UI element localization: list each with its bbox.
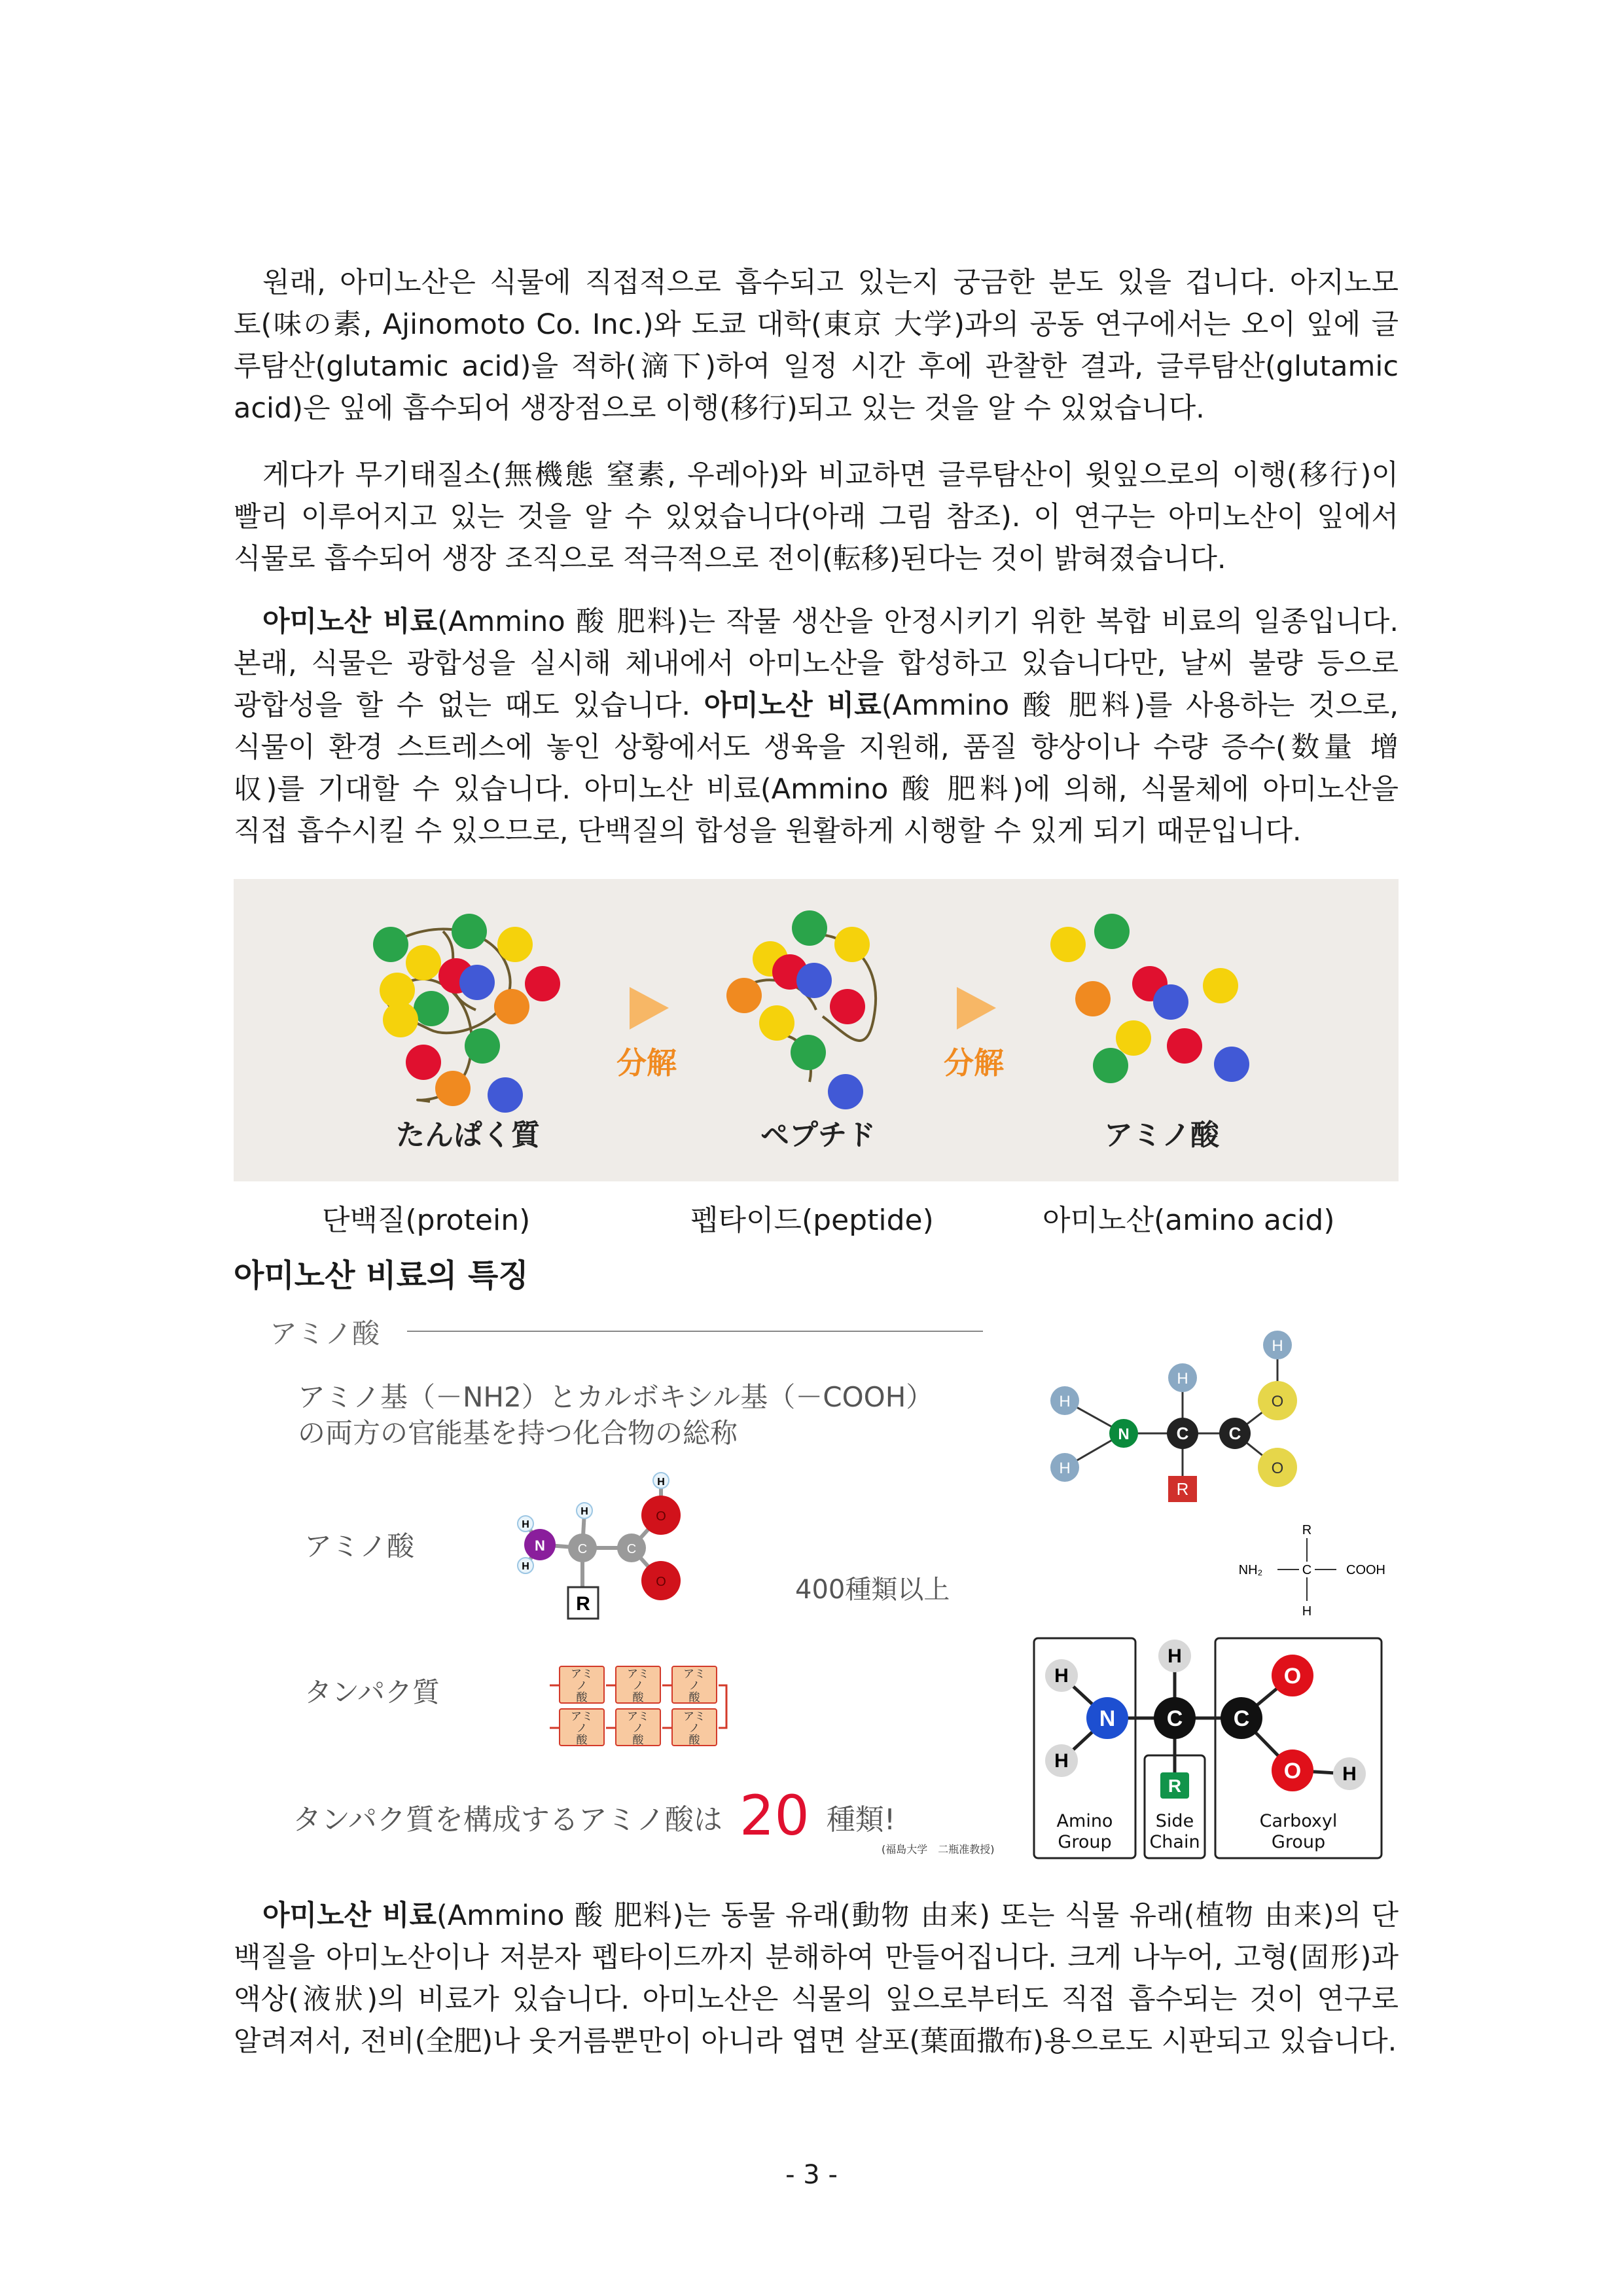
svg-text:N: N — [1099, 1706, 1116, 1731]
p4-line2: 백질을 아미노산이나 저분자 펩타이드까지 분해하여 만들어집니다. 크게 나누어, 고형(固形)과 — [234, 1941, 1399, 1974]
svg-text:H: H — [1054, 1665, 1069, 1687]
svg-text:H: H — [1177, 1370, 1188, 1388]
svg-text:C: C — [1166, 1706, 1183, 1731]
paragraph-2 — [234, 454, 1399, 580]
p3-line6: 직접 흡수시킬 수 있으므로, 단백질의 합성을 원활하게 시행할 수 있게 되기 때문입니다. — [234, 815, 1302, 848]
svg-text:O: O — [1271, 1393, 1284, 1410]
amino-acid-unit-text: 酸 — [688, 1691, 700, 1704]
p2-line2: 빨리 이루어지고 있는 것을 알 수 있었습니다(아래 그림 참조). 이 연구는 아미노산이 잎에서 — [234, 501, 1399, 533]
bold-term: 아미노산 비료 — [262, 605, 438, 638]
atom-label: H — [657, 1477, 665, 1488]
carboxyl-group-label — [1215, 1811, 1382, 1853]
amino-acid-unit-text: 酸 — [632, 1734, 644, 1747]
svg-text:O: O — [1283, 1664, 1302, 1689]
caption-amino-acid: 아미노산(amino acid) — [1043, 1204, 1335, 1237]
amino-acid-beads — [1050, 914, 1249, 1083]
atom-label: C — [577, 1542, 588, 1556]
atom-label: N — [535, 1537, 545, 1554]
amino-acid-label: アミノ酸 — [304, 1530, 415, 1562]
amino-acid-unit-text: アミ — [571, 1668, 593, 1681]
amino-acid-ball-model — [501, 1460, 776, 1636]
amino-acid-unit — [671, 1708, 717, 1746]
svg-text:H: H — [1342, 1763, 1357, 1785]
p3-line1-text: (Ammino 酸 肥料)는 작물 생산을 안정시키기 위한 복합 비료의 일종입니다. — [437, 605, 1399, 638]
atom-label: O — [656, 1509, 666, 1524]
count-label: 400種類以上 — [795, 1575, 950, 1605]
svg-text:H: H — [1059, 1460, 1071, 1477]
amino-acid-unit-text: アミ — [627, 1668, 649, 1681]
side-label-1: Side — [1155, 1811, 1194, 1831]
amino-group-label — [1034, 1811, 1135, 1853]
carboxyl-label-2: Group — [1271, 1832, 1326, 1852]
definition-line-2: の両方の官能基を持つ化合物の総称 — [298, 1417, 738, 1449]
atom-label: H — [580, 1506, 588, 1517]
svg-text:O: O — [1271, 1460, 1284, 1477]
amino-acid-formula — [1215, 1518, 1412, 1617]
arrow-right-icon — [957, 987, 996, 1030]
svg-text:C: C — [1233, 1706, 1250, 1731]
amino-acid-structure-colored — [1045, 1329, 1412, 1525]
svg-text:R: R — [1168, 1776, 1182, 1796]
amino-acid-unit-text: アミ — [627, 1710, 649, 1723]
p4-line1-text: (Ammino 酸 肥料)는 동물 유래(動物 由来) 또는 식물 유래(植物 由来)의 단 — [436, 1899, 1399, 1932]
formula-nh2: NH₂ — [1238, 1563, 1263, 1577]
p4-line1 — [234, 1895, 1399, 1937]
amino-acid-unit-text: ノ — [576, 1722, 588, 1735]
amino-acid-unit-text: ノ — [688, 1679, 700, 1693]
caption-peptide: 펩타이드(peptide) — [690, 1204, 934, 1237]
bottom-statement — [293, 1784, 895, 1848]
atom-label: H — [522, 1519, 529, 1530]
p3-line3 — [234, 685, 1399, 726]
formula-c: C — [1302, 1563, 1312, 1577]
formula-h: H — [1302, 1604, 1312, 1617]
p1-line4: acid)은 잎에 흡수되어 생장점으로 이행(移行)되고 있는 것을 알 수 있었습니다. — [234, 392, 1205, 425]
bold-term: 아미노산 비료 — [262, 1899, 437, 1932]
amino-label-2: Group — [1058, 1832, 1112, 1852]
definition-line-1: アミノ基（－NH2）とカルボキシル基（－COOH） — [298, 1381, 934, 1413]
amino-acid-unit-text: アミ — [683, 1668, 705, 1681]
p3-line2: 본래, 식물은 광합성을 실시해 체내에서 아미노산을 합성하고 있습니다만, 날씨 불량 등으로 — [234, 647, 1399, 680]
paragraph-1 — [234, 262, 1399, 429]
formula-r: R — [1302, 1523, 1312, 1537]
header-rule — [407, 1331, 983, 1332]
p1-line3: 루탐산(glutamic acid)을 적하(滴下)하여 일정 시간 후에 관찰한 결과, 글루탐산(glutamic — [234, 350, 1399, 383]
p4-line3: 액상(液狀)의 비료가 있습니다. 아미노산은 식물의 잎으로부터도 직접 흡수되는 것이 연구로 — [234, 1983, 1399, 2016]
protein-label: タンパク質 — [304, 1676, 440, 1708]
svg-text:H: H — [1272, 1337, 1283, 1355]
p2-line3: 식물로 흡수되어 생장 조직으로 적극적으로 전이(転移)된다는 것이 밝혀졌습니다. — [234, 543, 1226, 575]
arrow-label-1: 分解 — [616, 1045, 677, 1081]
paragraph-4 — [234, 1895, 1399, 2062]
svg-text:R: R — [1176, 1479, 1189, 1499]
amino-acid-unit — [615, 1666, 661, 1704]
p3-line5: 収)를 기대할 수 있습니다. 아미노산 비료(Ammino 酸 肥料)에 의해, 식물체에 아미노산을 — [234, 773, 1399, 806]
svg-text:O: O — [1283, 1759, 1302, 1784]
page-number: - 3 - — [785, 2160, 838, 2190]
p3-line3-text-b: (Ammino 酸 肥料)를 사용하는 것으로, — [881, 689, 1399, 722]
amino-acid-unit-text: アミ — [683, 1710, 705, 1723]
amino-acid-unit-text: 酸 — [576, 1691, 588, 1704]
amino-acid-unit-text: ノ — [576, 1679, 588, 1693]
p3-line1 — [234, 601, 1399, 643]
p3-line4: 식물이 환경 스트레스에 놓인 상황에서도 생육을 지원해, 품질 향상이나 수량 증수(数量 增 — [234, 731, 1399, 764]
atom-label: R — [576, 1593, 590, 1615]
amino-acid-unit-text: ノ — [688, 1722, 700, 1735]
label-protein-jp: たんぱく質 — [396, 1119, 540, 1152]
bottom-number: 20 — [739, 1784, 810, 1848]
p2-line1: 게다가 무기태질소(無機態 窒素, 우레아)와 비교하면 글루탐산이 윗잎으로의 이행(移行)이 — [262, 459, 1399, 492]
amino-acid-unit — [559, 1666, 605, 1704]
amino-acid-unit — [615, 1708, 661, 1746]
atom-label: O — [656, 1575, 666, 1589]
bold-term: 아미노산 비료 — [704, 689, 882, 722]
svg-text:C: C — [1228, 1424, 1241, 1443]
protein-breakdown-figure — [234, 879, 1399, 1181]
amino-acid-unit-text: 酸 — [688, 1734, 700, 1747]
amino-acid-unit-text: 酸 — [576, 1734, 588, 1747]
svg-text:C: C — [1176, 1424, 1189, 1443]
carboxyl-label-1: Carboxyl — [1259, 1811, 1338, 1831]
side-chain-label — [1145, 1811, 1205, 1853]
amino-acid-unit — [559, 1708, 605, 1746]
atom-label: C — [626, 1542, 637, 1556]
svg-text:H: H — [1054, 1750, 1069, 1772]
peptide-beads — [726, 910, 870, 1109]
amino-acid-unit-text: ノ — [632, 1722, 644, 1735]
amino-acid-unit-text: ノ — [632, 1679, 644, 1693]
amino-acid-unit — [671, 1666, 717, 1704]
svg-text:H: H — [1168, 1645, 1182, 1667]
amino-acid-features-figure — [234, 1299, 1399, 1875]
section-title: 아미노산 비료의 특징 — [234, 1257, 529, 1294]
p4-line4: 알려져서, 전비(全肥)나 웃거름뿐만이 아니라 엽면 살포(葉面撒布)용으로도 시판되고 있습니다. — [234, 2025, 1397, 2058]
bottom-text-a: タンパク質を構成するアミノ酸は — [293, 1803, 722, 1837]
p3-line3-text-a: 광합성을 할 수 없는 때도 있습니다. — [234, 689, 704, 722]
fig2-header: アミノ酸 — [270, 1318, 380, 1350]
svg-text:H: H — [1059, 1393, 1071, 1410]
atom-label: H — [522, 1561, 529, 1572]
p1-line1: 원래, 아미노산은 식물에 직접적으로 흡수되고 있는지 궁금한 분도 있을 겁니다. 아지노모 — [262, 266, 1399, 299]
amino-acid-unit-text: アミ — [571, 1710, 593, 1723]
protein-chain — [550, 1662, 733, 1754]
paragraph-3 — [234, 601, 1399, 852]
amino-label-1: Amino — [1056, 1811, 1113, 1831]
arrow-label-2: 分解 — [944, 1045, 1004, 1081]
p1-line2: 토(味の素, Ajinomoto Co. Inc.)와 도쿄 대학(東京 大学)과의 공동 연구에서는 오이 잎에 글 — [234, 308, 1399, 341]
formula-cooh: COOH — [1346, 1563, 1385, 1577]
bottom-text-b: 種類! — [826, 1803, 896, 1837]
arrow-right-icon — [630, 987, 669, 1030]
label-amino-acid-jp: アミノ酸 — [1104, 1119, 1219, 1152]
caption-protein: 단백질(protein) — [322, 1204, 531, 1237]
credit-text: (福島大学 二瓶准教授) — [882, 1843, 995, 1856]
label-peptide-jp: ペプチド — [760, 1119, 876, 1152]
svg-text:N: N — [1118, 1426, 1130, 1443]
amino-acid-unit-text: 酸 — [632, 1691, 644, 1704]
side-label-2: Chain — [1149, 1832, 1200, 1852]
